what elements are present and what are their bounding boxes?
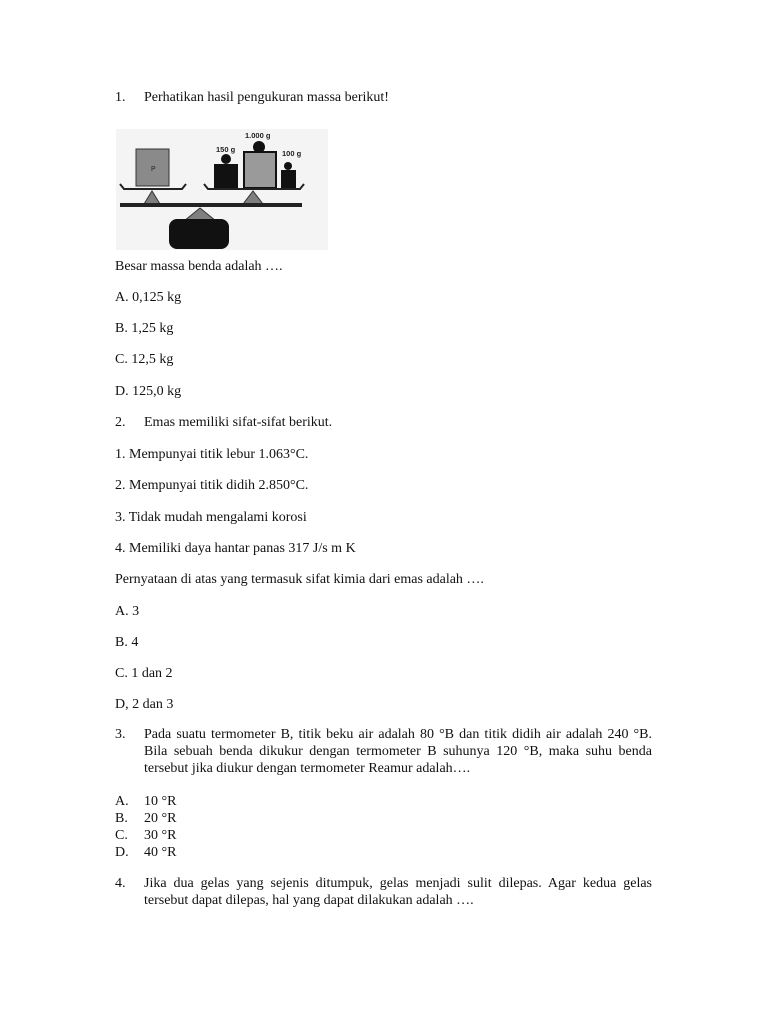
question-1-option-c: C. 12,5 kg (115, 352, 174, 367)
question-4-number: 4. (115, 876, 126, 891)
question-4-text: Jika dua gelas yang sejenis ditumpuk, gelas menjadi sulit dilepas. Agar kedua gelas tersebut dapat dilepas, hal yang dapat dilakukan adalah …. (144, 876, 652, 908)
balance-beam (120, 203, 302, 207)
option-text: 30 °R (144, 828, 177, 843)
question-2-text: Emas memiliki sifat-sifat berikut. (144, 415, 333, 430)
question-2-number: 2. (115, 415, 126, 430)
question-3-text: Pada suatu termometer B, titik beku air adalah 80 °B dan titik didih air adalah 240 °B. Bila sebuah benda dikukur dengan termometer B suhunya 120 °B, maka suhu benda tersebut jika diukur dengan termometer Reamur adalah…. (144, 727, 652, 776)
question-2-option-c: C. 1 dan 2 (115, 666, 173, 681)
weight-100g (281, 170, 296, 188)
balance-scale-illustration (116, 129, 328, 250)
question-1-option-d: D. 125,0 kg (115, 384, 182, 399)
question-2-option-a: A. 3 (115, 604, 140, 619)
question-3-number: 3. (115, 727, 126, 742)
option-text: 40 °R (144, 845, 177, 860)
weight-label-1000g: 1.000 g (245, 131, 271, 140)
weight-150g (214, 164, 238, 188)
question-3-option-d (115, 844, 176, 861)
option-label: B. (115, 811, 128, 826)
option-label: A. (115, 794, 129, 809)
weight-label-150g: 150 g (216, 145, 236, 154)
question-2-statement-1: 1. Mempunyai titik lebur 1.063°C. (115, 447, 309, 462)
weight-label-100g: 100 g (282, 149, 302, 158)
question-2-option-d: D, 2 dan 3 (115, 697, 174, 712)
balance-scale-figure (116, 129, 328, 250)
question-1-number: 1. (115, 90, 126, 105)
option-label: D. (115, 845, 129, 860)
question-1-option-b: B. 1,25 kg (115, 321, 174, 336)
question-3-option-c (115, 827, 176, 844)
option-text: 10 °R (144, 794, 177, 809)
question-1 (115, 89, 389, 106)
question-2-statement-4: 4. Memiliki daya hantar panas 317 J/s m K (115, 541, 356, 556)
question-1-text: Perhatikan hasil pengukuran massa berikut! (144, 90, 389, 105)
balance-base (169, 219, 229, 249)
question-2-option-b: B. 4 (115, 635, 139, 650)
question-2-prompt: Pernyataan di atas yang termasuk sifat kimia dari emas adalah …. (115, 572, 484, 587)
object-p-label: P (151, 166, 156, 173)
question-2-statement-2: 2. Mempunyai titik didih 2.850°C. (115, 478, 309, 493)
question-2-statement-3: 3. Tidak mudah mengalami korosi (115, 510, 307, 525)
option-text: 20 °R (144, 811, 177, 826)
question-1-option-a: A. 0,125 kg (115, 290, 182, 305)
question-1-prompt: Besar massa benda adalah …. (115, 259, 283, 274)
option-label: C. (115, 828, 128, 843)
question-3-option-a (115, 793, 176, 810)
question-2 (115, 414, 332, 431)
question-3-option-b (115, 810, 176, 827)
weight-1000g (244, 152, 276, 188)
